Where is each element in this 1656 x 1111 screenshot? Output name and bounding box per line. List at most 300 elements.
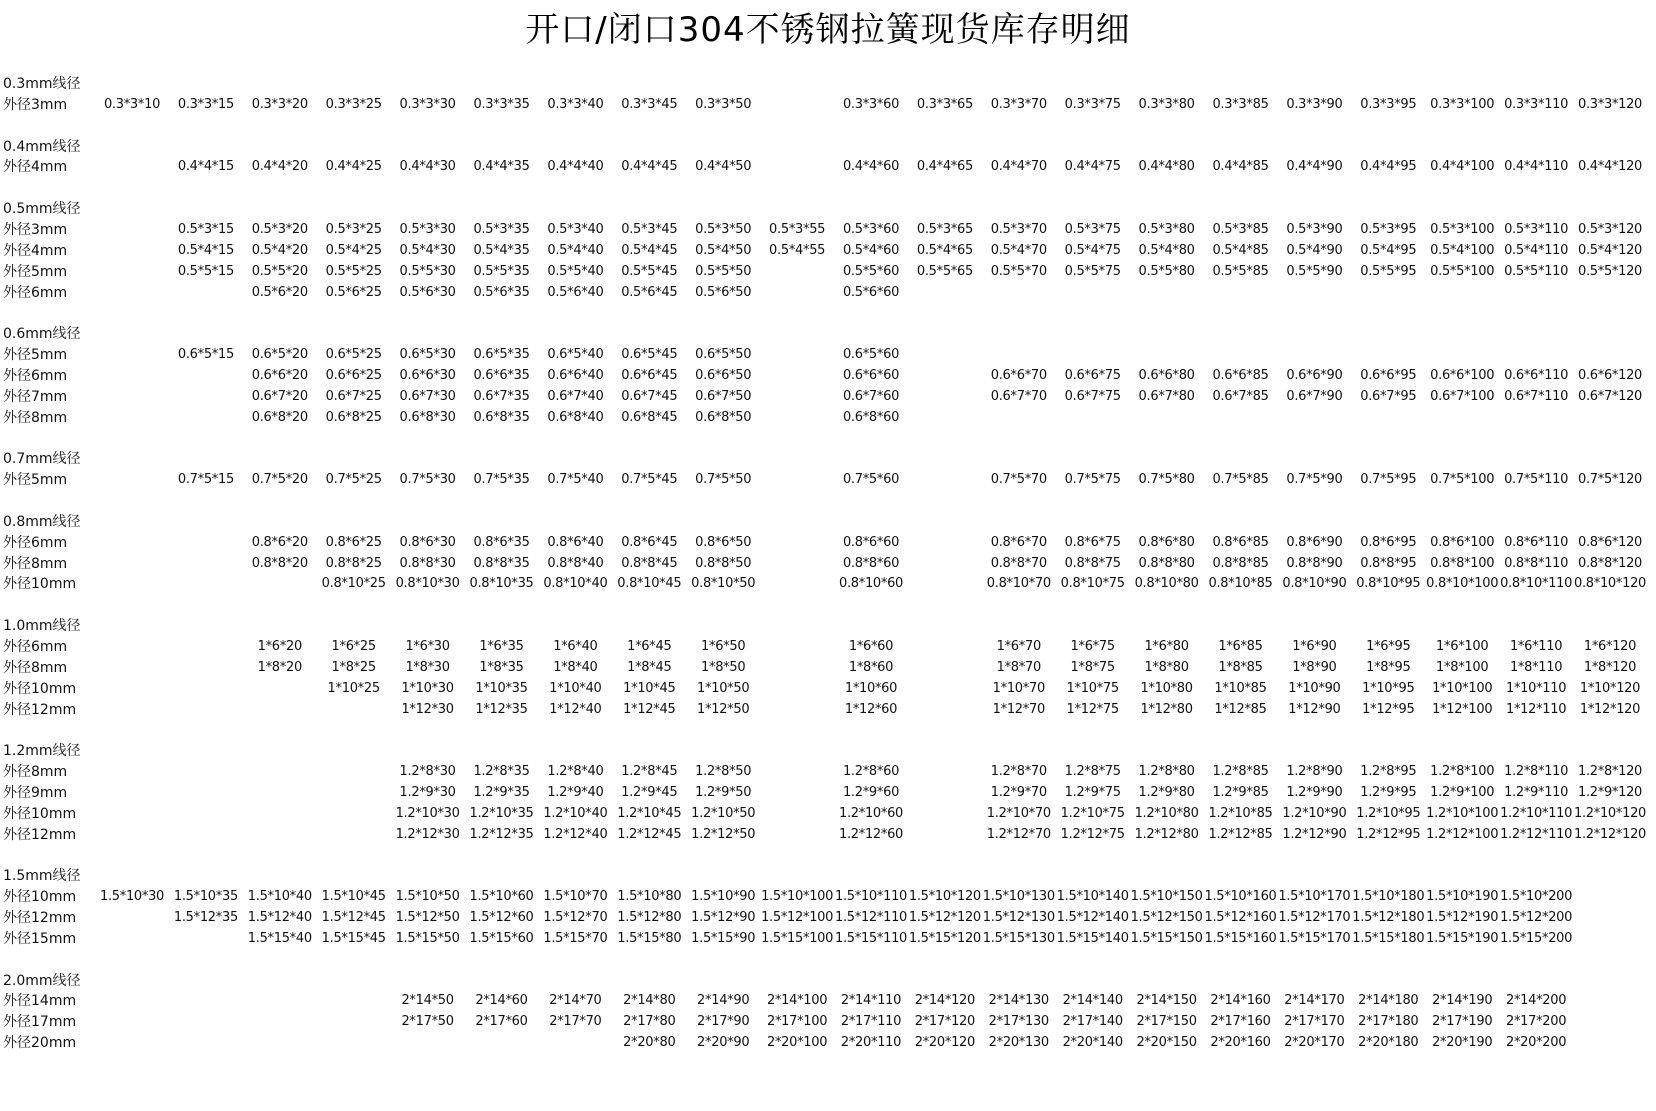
spec-cell: 0.8*8*85 [1212, 555, 1269, 571]
spec-cell: 0.5*4*15 [177, 242, 234, 258]
spec-cell: 0.5*3*90 [1286, 221, 1343, 237]
spec-cell: 1*12*40 [549, 701, 602, 717]
spec-cell: 0.7*5*70 [990, 472, 1047, 488]
spec-cell: 0.6*7*60 [842, 388, 900, 404]
spec-cell: 0.4*4*35 [473, 159, 530, 175]
spec-cell: 2*20*100 [766, 1035, 828, 1051]
row-label: 外径3mm [3, 96, 68, 113]
spec-cell: 2*14*120 [914, 993, 975, 1009]
spec-cell: 1.2*10*85 [1208, 805, 1273, 821]
spec-cell: 0.6*6*75 [1064, 367, 1121, 383]
spec-cell: 1.2*12*85 [1208, 826, 1273, 842]
spec-cell: 0.5*5*30 [399, 263, 456, 279]
spec-cell: 2*20*200 [1505, 1035, 1567, 1051]
spec-cell: 0.8*8*35 [473, 555, 530, 571]
spec-cell: 1.5*15*60 [469, 930, 534, 946]
spec-cell: 2*20*160 [1210, 1035, 1271, 1051]
spec-cell: 0.5*4*90 [1286, 242, 1343, 258]
spec-cell: 2*14*180 [1358, 993, 1419, 1009]
spec-cell: 0.3*3*20 [251, 96, 308, 112]
spec-cell: 1.2*8*70 [990, 764, 1047, 780]
spec-cell: 2*14*130 [988, 993, 1049, 1009]
spec-cell: 0.3*3*10 [103, 96, 161, 112]
spec-cell: 1.2*9*85 [1212, 784, 1269, 800]
spec-cell: 0.5*4*110 [1504, 242, 1569, 258]
group-header: 0.8mm线径 [3, 513, 81, 530]
spec-cell: 0.5*5*45 [621, 263, 678, 279]
spec-cell: 1.5*15*170 [1278, 930, 1351, 946]
spec-cell: 0.6*6*40 [547, 367, 604, 383]
spec-cell: 0.7*5*90 [1286, 472, 1343, 488]
row-label: 外径6mm [3, 534, 68, 551]
spec-cell: 1.5*15*80 [617, 930, 682, 946]
spec-cell: 1*8*45 [627, 659, 672, 675]
spec-cell: 1*8*95 [1366, 659, 1411, 675]
spec-cell: 0.5*3*80 [1138, 221, 1195, 237]
spec-cell: 2*17*120 [914, 1014, 975, 1030]
spec-cell: 1.2*8*120 [1577, 764, 1643, 780]
row-label: 外径5mm [3, 472, 68, 489]
spec-cell: 0.5*4*45 [621, 242, 678, 258]
spec-cell: 0.7*5*60 [842, 472, 900, 488]
spec-cell: 0.8*6*35 [473, 534, 530, 550]
spec-cell: 1.2*10*100 [1426, 805, 1499, 821]
spec-cell: 1*6*70 [996, 638, 1041, 654]
spec-cell: 1.5*12*70 [543, 910, 608, 925]
spec-cell: 0.3*3*85 [1212, 96, 1269, 112]
spec-cell: 1.5*10*190 [1426, 889, 1499, 905]
spec-cell: 1*10*100 [1432, 680, 1493, 696]
spec-cell: 0.5*5*65 [916, 263, 973, 279]
spec-cell: 1.2*9*75 [1064, 784, 1121, 800]
spec-cell: 1.2*12*70 [986, 826, 1051, 842]
spec-cell: 0.5*3*70 [990, 221, 1047, 237]
spec-cell: 0.8*8*20 [251, 555, 308, 571]
spec-cell: 0.7*5*75 [1064, 472, 1121, 488]
spec-cell: 1.5*10*170 [1278, 889, 1351, 905]
spec-cell: 0.3*3*110 [1504, 96, 1569, 112]
spec-cell: 0.3*3*65 [916, 96, 973, 112]
spec-cell: 0.6*6*45 [621, 367, 678, 383]
spec-cell: 0.8*10*110 [1500, 576, 1573, 592]
spec-cell: 2*14*150 [1136, 993, 1197, 1009]
spec-cell: 0.8*10*90 [1282, 576, 1347, 592]
spec-cell: 0.5*4*70 [990, 242, 1047, 258]
spec-cell: 1*12*120 [1579, 701, 1641, 717]
spec-cell: 0.8*10*70 [986, 576, 1051, 592]
spec-cell: 0.5*4*80 [1138, 242, 1195, 258]
spec-cell: 0.8*6*85 [1212, 534, 1269, 550]
spec-cell: 0.8*6*100 [1430, 534, 1495, 550]
spec-cell: 2*17*160 [1210, 1014, 1271, 1030]
row-label: 外径4mm [3, 242, 68, 259]
spec-cell: 0.8*8*100 [1430, 555, 1495, 571]
spec-cell: 0.6*5*60 [842, 347, 900, 363]
spec-cell: 1.5*12*160 [1204, 910, 1277, 925]
row-label: 外径12mm [3, 826, 77, 843]
spec-cell: 0.3*3*50 [695, 96, 752, 112]
spec-cell: 0.6*7*80 [1138, 388, 1195, 404]
spec-cell: 0.7*5*100 [1430, 472, 1495, 488]
spec-cell: 1*12*45 [623, 701, 676, 717]
spec-cell: 0.3*3*40 [547, 96, 604, 112]
spec-cell: 2*17*110 [840, 1014, 902, 1030]
spec-cell: 0.8*8*80 [1138, 555, 1195, 571]
spec-cell: 0.8*6*45 [621, 534, 678, 550]
spec-cell: 0.3*3*30 [399, 96, 456, 112]
spec-cell: 1*8*30 [405, 659, 450, 675]
spec-cell: 2*20*180 [1358, 1035, 1419, 1051]
spec-cell: 1*8*60 [848, 659, 894, 675]
spec-cell: 1.5*10*110 [834, 889, 908, 905]
spec-cell: 1.5*10*100 [761, 889, 834, 905]
spec-cell: 1*8*100 [1436, 659, 1489, 675]
spec-cell: 0.6*6*35 [473, 367, 530, 383]
row-label: 外径4mm [3, 159, 68, 176]
spec-cell: 0.6*7*75 [1064, 388, 1121, 404]
group-header: 1.5mm线径 [3, 868, 81, 885]
spec-cell: 0.5*4*25 [325, 242, 382, 258]
spec-cell: 0.8*6*80 [1138, 534, 1195, 550]
spec-cell: 1.2*8*30 [399, 764, 456, 780]
spec-cell: 1*8*40 [553, 659, 598, 675]
spec-cell: 1.2*10*75 [1060, 805, 1125, 821]
spec-cell: 1*6*120 [1583, 638, 1637, 654]
spec-cell: 0.5*3*60 [842, 221, 900, 237]
spec-cell: 0.6*8*30 [399, 409, 456, 425]
spec-cell: 1.5*15*70 [543, 930, 608, 946]
spec-cell: 1*6*90 [1292, 638, 1337, 654]
spec-cell: 0.5*3*85 [1212, 221, 1269, 237]
spec-cell: 0.8*6*40 [547, 534, 604, 550]
spec-cell: 1.2*9*110 [1504, 784, 1569, 800]
spec-cell: 1.2*10*30 [395, 805, 460, 821]
spec-cell: 0.6*7*120 [1577, 388, 1643, 404]
spec-cell: 0.5*4*55 [769, 242, 826, 258]
spec-cell: 0.4*4*110 [1504, 159, 1569, 175]
spec-cell: 1.5*15*180 [1352, 930, 1425, 946]
spec-cell: 0.6*6*25 [325, 367, 382, 383]
spec-cell: 1.5*12*100 [761, 910, 834, 925]
spec-cell: 0.6*5*25 [325, 347, 382, 363]
spec-cell: 1*6*85 [1218, 638, 1263, 654]
spec-cell: 2*20*80 [623, 1035, 676, 1051]
spec-cell: 1.2*9*70 [990, 784, 1047, 800]
spec-cell: 1*10*95 [1362, 680, 1415, 696]
spec-cell: 0.5*4*50 [695, 242, 752, 258]
spec-cell: 1*10*80 [1140, 680, 1193, 696]
row-label: 外径6mm [3, 367, 68, 384]
spec-cell: 0.7*5*40 [547, 472, 604, 488]
spec-cell: 1.2*12*120 [1573, 826, 1647, 842]
spec-cell: 1.5*12*90 [691, 910, 756, 925]
spec-cell: 0.8*10*30 [395, 576, 460, 592]
spec-cell: 0.5*4*35 [473, 242, 530, 258]
spec-cell: 1.5*10*45 [321, 889, 386, 905]
spec-cell: 1.2*10*80 [1134, 805, 1199, 821]
spec-cell: 0.6*5*15 [177, 347, 234, 363]
spec-cell: 1.5*10*140 [1056, 889, 1129, 905]
spec-cell: 2*17*80 [623, 1014, 676, 1030]
spec-cell: 1*8*80 [1144, 659, 1189, 675]
row-label: 外径8mm [3, 555, 68, 572]
spec-cell: 1.2*12*90 [1282, 826, 1347, 842]
spec-cell: 0.4*4*20 [251, 159, 308, 175]
group-header: 0.7mm线径 [3, 451, 81, 468]
group-header: 0.6mm线径 [3, 326, 81, 343]
spec-cell: 0.5*6*20 [251, 284, 308, 300]
spec-cell: 0.8*8*70 [990, 555, 1047, 571]
spec-cell: 0.5*3*95 [1360, 221, 1417, 237]
spec-cell: 0.3*3*90 [1286, 96, 1343, 112]
spec-cell: 1.2*9*30 [399, 784, 456, 800]
spec-cell: 1*12*35 [475, 701, 528, 717]
spec-cell: 0.6*6*70 [990, 367, 1047, 383]
spec-cell: 0.5*6*40 [547, 284, 604, 300]
spec-cell: 0.6*8*50 [695, 409, 752, 425]
row-label: 外径6mm [3, 638, 68, 655]
spec-cell: 1.5*15*140 [1056, 930, 1129, 946]
spec-cell: 2*20*190 [1432, 1035, 1493, 1051]
spec-cell: 0.6*7*30 [399, 388, 456, 404]
spec-cell: 1.2*12*100 [1426, 826, 1499, 842]
spec-cell: 1*8*70 [996, 659, 1041, 675]
spec-cell: 0.6*7*35 [473, 388, 530, 404]
spec-cell: 1*10*70 [992, 680, 1045, 696]
spec-cell: 2*17*190 [1432, 1014, 1493, 1030]
spec-cell: 1.2*8*80 [1138, 764, 1195, 780]
spec-cell: 0.6*7*90 [1286, 388, 1343, 404]
spec-cell: 1.2*10*50 [691, 805, 756, 821]
spec-cell: 0.5*4*120 [1577, 242, 1643, 258]
spec-cell: 1.2*10*70 [986, 805, 1051, 821]
spec-cell: 1*10*40 [549, 680, 602, 696]
spec-cell: 0.4*4*50 [695, 159, 752, 175]
spec-cell: 1*10*120 [1579, 680, 1641, 696]
spec-cell: 0.8*8*75 [1064, 555, 1121, 571]
spec-cell: 2*20*90 [697, 1035, 750, 1051]
spec-cell: 0.5*4*40 [547, 242, 604, 258]
row-label: 外径3mm [3, 221, 68, 238]
spec-cell: 2*14*200 [1505, 993, 1567, 1009]
spec-cell: 0.5*5*90 [1286, 263, 1343, 279]
spec-cell: 1.5*15*200 [1500, 930, 1573, 946]
spec-cell: 0.6*8*20 [251, 409, 308, 425]
spec-cell: 1*6*25 [331, 638, 376, 654]
spec-cell: 1.2*9*80 [1138, 784, 1195, 800]
spec-cell: 1.2*8*95 [1360, 764, 1417, 780]
spec-cell: 0.6*5*35 [473, 347, 530, 363]
spec-cell: 1*12*70 [992, 701, 1045, 717]
spec-cell: 0.4*4*120 [1577, 159, 1643, 175]
spec-cell: 1.5*15*50 [395, 930, 460, 946]
spec-cell: 1.2*12*95 [1356, 826, 1421, 842]
spec-cell: 1.5*12*60 [469, 910, 534, 925]
spec-cell: 0.4*4*15 [177, 159, 234, 175]
spec-cell: 0.5*5*50 [695, 263, 752, 279]
spec-cell: 0.6*8*60 [842, 409, 900, 425]
spec-cell: 0.7*5*25 [325, 472, 382, 488]
spec-cell: 0.6*7*25 [325, 388, 382, 404]
row-label: 外径10mm [3, 889, 77, 906]
spec-cell: 1.5*12*40 [247, 910, 312, 925]
row-label: 外径9mm [3, 784, 68, 801]
spec-cell: 1*6*20 [257, 638, 302, 654]
spec-cell: 0.5*6*50 [695, 284, 752, 300]
spec-cell: 1*6*100 [1436, 638, 1489, 654]
spec-cell: 1.5*12*170 [1278, 910, 1351, 925]
spec-cell: 1.2*8*40 [547, 764, 604, 780]
spec-cell: 0.4*4*85 [1212, 159, 1269, 175]
spec-cell: 0.7*5*35 [473, 472, 530, 488]
spec-cell: 2*14*60 [475, 993, 528, 1009]
spec-cell: 0.5*5*20 [251, 263, 308, 279]
spec-cell: 0.3*3*25 [325, 96, 382, 112]
spec-cell: 1.5*10*120 [908, 889, 981, 905]
spec-cell: 2*17*200 [1505, 1014, 1567, 1030]
spec-cell: 1.5*15*100 [761, 930, 834, 946]
spec-cell: 2*17*130 [988, 1014, 1049, 1030]
spec-cell: 0.6*8*25 [325, 409, 382, 425]
spec-cell: 0.5*6*35 [473, 284, 530, 300]
spec-cell: 1*6*95 [1366, 638, 1411, 654]
spec-cell: 0.6*7*100 [1430, 388, 1495, 404]
spec-cell: 1*6*50 [701, 638, 746, 654]
spec-cell: 1*8*25 [331, 659, 376, 675]
spec-cell: 0.6*6*90 [1286, 367, 1343, 383]
spec-cell: 1.2*8*50 [695, 764, 752, 780]
spec-cell: 1.2*10*95 [1356, 805, 1421, 821]
spec-cell: 1*10*85 [1214, 680, 1267, 696]
group-header: 0.3mm线径 [3, 76, 81, 92]
spec-cell: 0.8*6*90 [1286, 534, 1343, 550]
spec-cell: 0.7*5*50 [695, 472, 752, 488]
spec-cell: 0.7*5*80 [1138, 472, 1195, 488]
row-label: 外径12mm [3, 910, 77, 926]
spec-cell: 1.5*12*45 [321, 910, 386, 925]
spec-cell: 1*10*35 [475, 680, 528, 696]
spec-cell: 1*8*85 [1218, 659, 1263, 675]
spec-cell: 1.5*15*120 [908, 930, 981, 946]
spec-cell: 1*8*75 [1070, 659, 1115, 675]
spec-cell: 1.5*10*50 [395, 889, 460, 905]
spec-cell: 0.7*5*110 [1504, 472, 1569, 488]
spec-cell: 0.3*3*60 [842, 96, 900, 112]
spec-cell: 0.5*4*30 [399, 242, 456, 258]
spec-cell: 2*14*170 [1284, 993, 1345, 1009]
spec-cell: 0.4*4*60 [842, 159, 900, 175]
spec-cell: 0.8*8*25 [325, 555, 382, 571]
row-label: 外径8mm [3, 764, 68, 781]
spec-cell: 1.2*9*90 [1286, 784, 1343, 800]
spec-cell: 0.5*4*60 [842, 242, 900, 258]
spec-cell: 1.2*9*100 [1430, 784, 1495, 800]
spec-cell: 0.4*4*95 [1360, 159, 1417, 175]
spec-cell: 1*12*100 [1432, 701, 1493, 717]
group-header: 0.5mm线径 [3, 201, 81, 218]
spec-cell: 2*14*190 [1432, 993, 1493, 1009]
spec-cell: 1*10*110 [1505, 680, 1567, 696]
spec-cell: 1.2*12*75 [1060, 826, 1125, 842]
spec-cell: 0.4*4*30 [399, 159, 456, 175]
spec-cell: 1.2*8*60 [842, 764, 900, 780]
spec-cell: 0.6*6*50 [695, 367, 752, 383]
spec-cell: 1*6*60 [848, 638, 894, 654]
spec-cell: 0.5*3*35 [473, 221, 530, 237]
spec-cell: 1*6*75 [1070, 638, 1115, 654]
spec-cell: 1.5*15*190 [1426, 930, 1499, 946]
spec-cell: 0.5*4*95 [1360, 242, 1417, 258]
spec-cell: 0.8*10*75 [1060, 576, 1125, 592]
spec-cell: 2*14*100 [766, 993, 828, 1009]
spec-cell: 1.2*8*100 [1430, 764, 1495, 780]
spec-cell: 1*10*75 [1066, 680, 1119, 696]
spec-cell: 0.5*5*15 [177, 263, 234, 279]
spec-cell: 0.8*8*90 [1286, 555, 1343, 571]
spec-cell: 0.4*4*80 [1138, 159, 1195, 175]
spec-cell: 0.5*3*20 [251, 221, 308, 237]
spec-cell: 1.2*10*60 [838, 805, 904, 821]
spec-cell: 0.5*6*60 [842, 284, 900, 300]
spec-cell: 1.2*10*40 [543, 805, 608, 821]
spec-cell: 1.2*9*45 [621, 784, 678, 800]
spec-cell: 1.5*10*30 [99, 889, 165, 905]
spec-cell: 1*8*35 [479, 659, 524, 675]
spec-cell: 0.5*4*75 [1064, 242, 1121, 258]
spec-cell: 0.8*6*75 [1064, 534, 1121, 550]
spec-cell: 1*10*60 [844, 680, 898, 696]
spec-cell: 0.8*10*35 [469, 576, 534, 592]
spec-cell: 2*17*140 [1062, 1014, 1123, 1030]
spec-cell: 0.5*4*100 [1430, 242, 1495, 258]
spec-cell: 2*17*180 [1358, 1014, 1419, 1030]
spec-cell: 0.8*8*110 [1504, 555, 1569, 571]
spec-cell: 0.3*3*100 [1430, 96, 1495, 112]
spec-cell: 2*14*50 [401, 993, 454, 1009]
spec-cell: 0.4*4*70 [990, 159, 1047, 175]
spec-cell: 0.7*5*30 [399, 472, 456, 488]
spec-cell: 2*17*70 [549, 1014, 602, 1030]
spec-cell: 0.5*5*25 [325, 263, 382, 279]
spec-cell: 0.4*4*40 [547, 159, 604, 175]
spec-cell: 0.5*5*80 [1138, 263, 1195, 279]
row-label: 外径10mm [3, 680, 77, 697]
spec-cell: 0.8*10*50 [691, 576, 756, 592]
spec-cell: 0.6*6*95 [1360, 367, 1417, 383]
spec-cell: 2*17*60 [475, 1014, 528, 1030]
spec-cell: 0.8*6*20 [251, 534, 308, 550]
spec-cell: 0.4*4*75 [1064, 159, 1121, 175]
spec-cell: 0.5*5*110 [1504, 263, 1569, 279]
spec-cell: 1*12*30 [401, 701, 454, 717]
spec-cell: 1*8*20 [257, 659, 302, 675]
spec-cell: 0.5*3*110 [1504, 221, 1569, 237]
spec-cell: 1.5*12*150 [1130, 910, 1203, 925]
spec-cell: 0.6*6*20 [251, 367, 308, 383]
spec-cell: 0.5*5*40 [547, 263, 604, 279]
spec-cell: 0.5*3*100 [1430, 221, 1495, 237]
spec-cell: 1.5*10*40 [247, 889, 312, 905]
spec-cell: 1.5*12*120 [908, 910, 981, 925]
spec-cell: 1*6*40 [553, 638, 598, 654]
row-label: 外径10mm [3, 576, 77, 593]
group-header: 1.2mm线径 [3, 743, 81, 760]
row-label: 外径20mm [3, 1035, 77, 1052]
spec-cell: 1.2*8*90 [1286, 764, 1343, 780]
spec-cell: 1.2*8*75 [1064, 764, 1121, 780]
spec-cell: 1.5*10*60 [469, 889, 534, 905]
spec-cell: 0.8*10*80 [1134, 576, 1199, 592]
